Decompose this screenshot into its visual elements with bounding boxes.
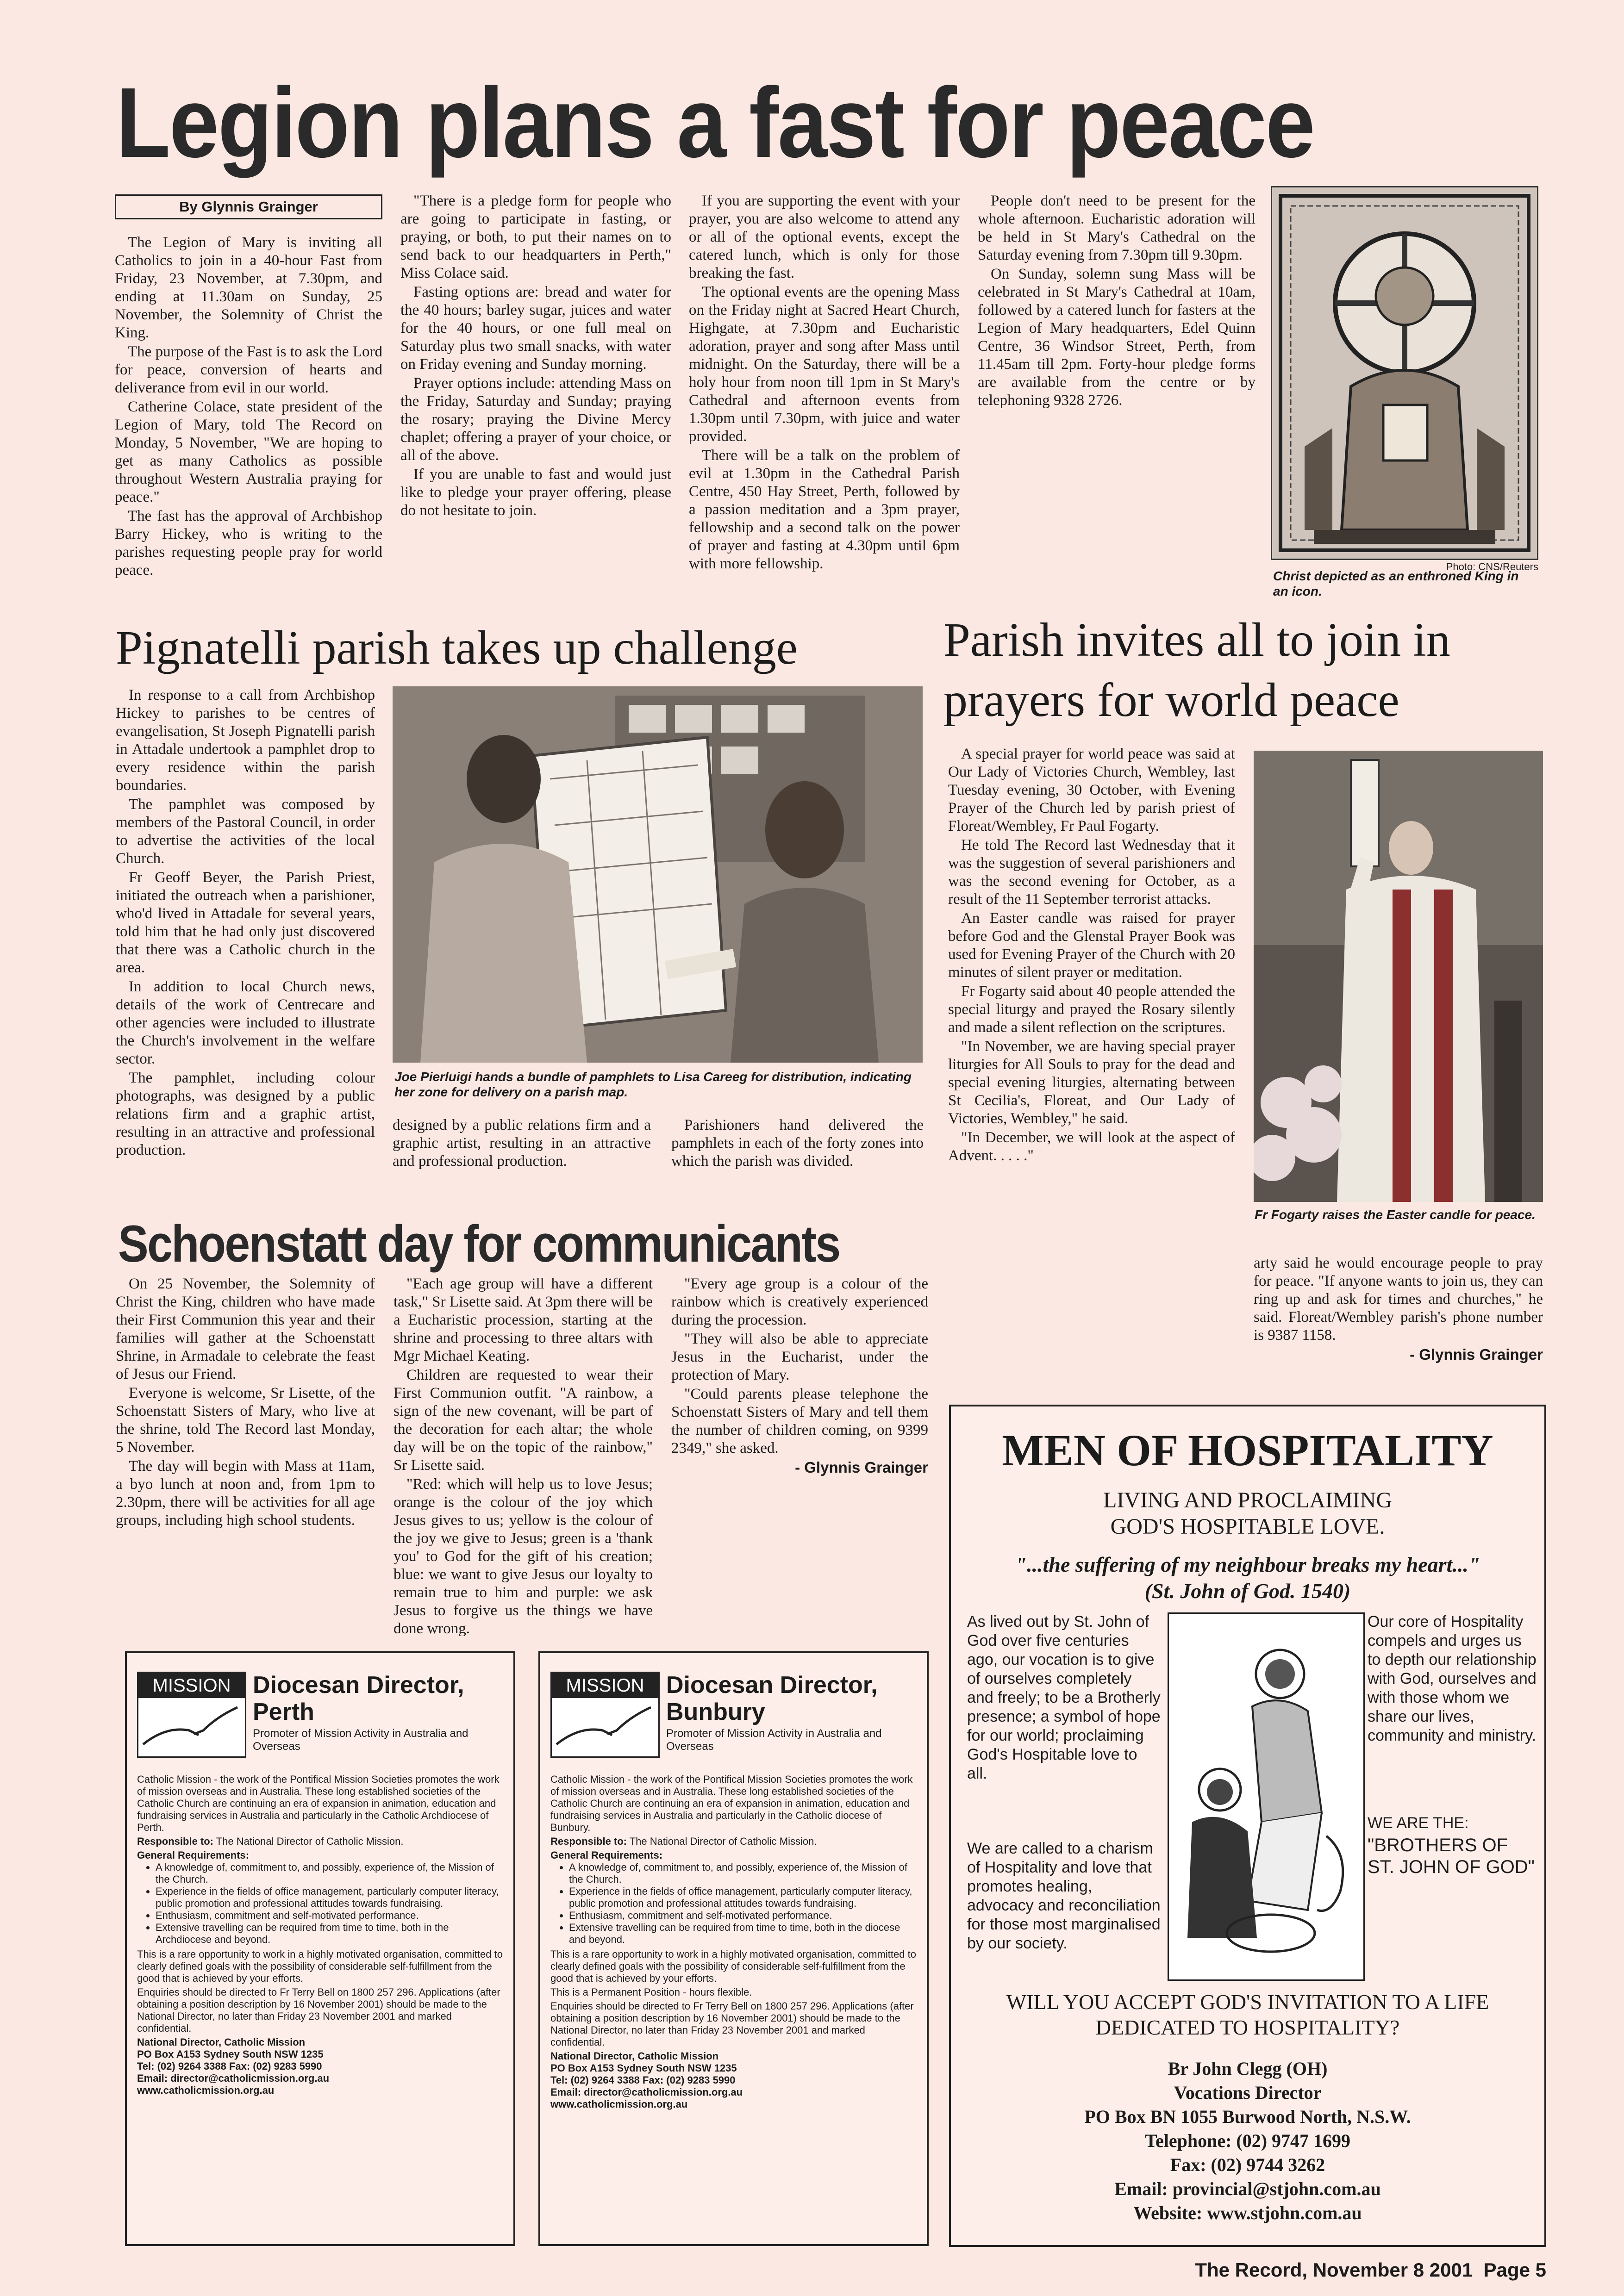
paragraph: designed by a public relations firm and a graphic artist, resulting in an attractive and professional production. xyxy=(393,1117,651,1170)
ad-extra: This is a Permanent Position - hours flexible. xyxy=(550,1986,752,1998)
hospitality-illustration xyxy=(1168,1612,1365,1981)
contact-email: Email: provincial@stjohn.com.au xyxy=(1114,2178,1381,2199)
legion-photo-caption: Christ depicted as an enthroned King in an icon. xyxy=(1273,569,1519,598)
paragraph: "Each age group will have a different task," Sr Lisette said. At 3pm there will be a Eucharistic procession, starting at the shrine and processing to three altars with Mgr Michael Keating. xyxy=(394,1276,653,1364)
we-are-label: WE ARE THE: xyxy=(1368,1814,1469,1832)
pignatelli-headline: Pignatelli parish takes up challenge xyxy=(116,621,798,674)
main-headline: Legion plans a fast for peace xyxy=(116,67,1314,178)
ad-enquiries: Enquiries should be directed to Fr Terry Bell on 1800 257 296. Applications (after obtaining a position description by 16 November 2001) should be made to the National Director, no later than Friday 23 November 2001 and marked confidential. xyxy=(137,1986,500,2034)
paragraph: He told The Record last Wednesday that it was the suggestion of several parishioners and was the second evening for October, as a result of the 11 September terrorist attacks. xyxy=(948,837,1235,908)
page-footer xyxy=(1157,2259,1546,2282)
paragraph: Catherine Colace, state president of the Legion of Mary, told The Record on Monday, 5 November, "We are hoping to get as many Catholics as possible throughout Western Australia praying for peace." xyxy=(115,398,382,505)
ad-intro: Catholic Mission - the work of the Pontifical Mission Societies promotes the work of mission overseas and in Australia. These long established societies of the Catholic Church are continuing an era of expansion in animation, education and fundraising services in Australia and particularly in the Catholic Archdiocese of Perth. xyxy=(137,1773,500,1833)
parish-col-1 xyxy=(948,745,1235,1407)
hands-icon xyxy=(138,1698,242,1754)
paragraph: "In November, we are having special prayer liturgies for All Souls to pray for the dead and special evening liturgies, alternating between St Cecilia's, Floreat, and Our Lady of Victories, Wembley," he said. xyxy=(948,1038,1235,1127)
list-item: • Extensive travelling can be required from time to time, both in the diocese and beyond. xyxy=(569,1922,918,1946)
ad-opportunity: This is a rare opportunity to work in a highly motivated organisation, committed to clearly defined goals with the possibility of considerable self-fulfillment from the good that is achieved by your efforts. xyxy=(137,1948,503,1984)
parish-map-handover-photo xyxy=(393,686,923,1063)
ad-responsible: Responsible to: The National Director of Catholic Mission. xyxy=(137,1836,404,1847)
contact-fax: Fax: (02) 9744 3262 xyxy=(1170,2154,1325,2175)
hospitality-left-2: We are called to a charism of Hospitality and love that promotes healing, advocacy and reconciliation for those most marginalised by our society. xyxy=(967,1840,1161,1952)
hospitality-contact xyxy=(951,2057,1544,2225)
mission-logo xyxy=(137,1672,246,1758)
byline: By Glynnis Grainger xyxy=(179,199,318,215)
paragraph: Fr Geoff Beyer, the Parish Priest, initiated the outreach when a parishioner, who'd lived in Attadale for several years, told him that he had only just discovered that there was a Catholic church in the area. xyxy=(116,869,375,976)
signature: - Glynnis Grainger xyxy=(795,1459,928,1476)
pignatelli-photo xyxy=(393,686,923,1063)
mission-logo-text: MISSION xyxy=(138,1673,245,1698)
schoenstatt-col-3 xyxy=(671,1275,928,1636)
brothers-name: "BROTHERS OF ST. JOHN OF GOD" xyxy=(1368,1835,1535,1877)
photo-credit: Photo: CNS/Reuters xyxy=(1446,561,1538,572)
parish-headline-2: prayers for world peace xyxy=(943,673,1399,727)
contact-name: Br John Clegg (OH) xyxy=(1168,2058,1328,2079)
contact-telephone: Telephone: (02) 9747 1699 xyxy=(1144,2130,1351,2151)
ad-enquiries: Enquiries should be directed to Fr Terry Bell on 1800 257 296. Applications (after obtaining a position description by 16 November 2001) should be made to the National Director, no later than Friday 23 November 2001 and marked confidential. xyxy=(550,2000,914,2048)
byline-box xyxy=(115,194,382,219)
ad-requirements xyxy=(550,1861,918,1946)
ad-intro: Catholic Mission - the work of the Pontifical Mission Societies promotes the work of mission overseas and in Australia. These long established societies of the Catholic Church are continuing an era of expansion in animation, education and fundraising services in Australia and particularly in the Catholic diocese of Bunbury. xyxy=(550,1773,913,1833)
list-item: • A knowledge of, commitment to, and possibly, experience of, the Mission of the Church. xyxy=(569,1861,918,1885)
paragraph: A special prayer for world peace was said at Our Lady of Victories Church, Wembley, last Tuesday evening, 30 October, with Evening Prayer of the Church led by parish priest of Floreat/Wembley, Fr Paul Fogarty. xyxy=(948,746,1235,834)
paragraph: "Every age group is a colour of the rainbow which is creatively experienced during the procession. xyxy=(671,1276,928,1328)
hands-icon xyxy=(552,1698,656,1754)
schoenstatt-headline: Schoenstatt day for communicants xyxy=(118,1215,840,1273)
fogarty-photo xyxy=(1254,751,1543,1202)
paragraph: In addition to local Church news, details of the work of Centrecare and other agencies were included to illustrate the Church's involvement in the welfare sector. xyxy=(116,978,375,1067)
paragraph: "Red: which will help us to love Jesus; orange is the colour of the joy which Jesus gives to us; yellow is the colour of the joy we give to Jesus; green is a 'thank you' to God for the gift of his creation; blue: we want to give Jesus our loyalty to remain true to him and purple: we ask Jesus to forgive us the things we have done wrong. xyxy=(394,1476,653,1636)
paragraph: If you are supporting the event with your prayer, you are also welcome to attend any or all of the optional events, except the catered lunch, which is only for those breaking the fast. xyxy=(689,193,960,281)
page-number: Page 5 xyxy=(1483,2259,1546,2281)
paragraph: The purpose of the Fast is to ask the Lord for peace, conversion of hearts and deliverance from evil in our world. xyxy=(115,343,382,396)
mission-ad-bunbury xyxy=(538,1651,929,2246)
ad-subtitle: Promoter of Mission Activity in Australia and Overseas xyxy=(666,1727,882,1753)
paragraph: In response to a call from Archbishop Hickey to parishes to be centres of evangelisation, St Joseph Pignatelli parish in Attadale undertook a pamphlet drop to every residence within the parish boundaries. xyxy=(116,687,375,794)
saint-washing-feet-icon xyxy=(1169,1614,1361,1977)
hospitality-sub1: LIVING AND PROCLAIMING xyxy=(1103,1488,1392,1512)
legion-col-1 xyxy=(115,234,382,611)
mission-logo-text: MISSION xyxy=(552,1673,658,1698)
paragraph: On Sunday, solemn sung Mass will be celebrated in St Mary's Cathedral at 10am, followed by a catered lunch for fasters at the Legion of Mary headquarters, Edel Quinn Centre, 36 Windsor Street, Perth, from 11.45am till 2pm. Forty-hour pledge forms are available from the centre or by telephoning 9328 2726. xyxy=(978,266,1255,409)
paragraph: The optional events are the opening Mass on the Friday night at Sacred Heart Church, Highgate, at 7.30pm and Eucharistic adoration, prayer and song after Mass until midnight. On the Saturday, there will be a holy hour from noon till 1pm in St Mary's Cathedral and afternoon events from 1.30pm until 7.30pm, with juice and water provided. xyxy=(689,284,960,445)
paragraph: "Could parents please telephone the Schoenstatt Sisters of Mary and tell them the number of children coming, on 9399 2349," she asked. xyxy=(671,1386,928,1456)
list-item: • Experience in the fields of office management, particularly computer literacy, public promotion and professional attitudes towards fundraising. xyxy=(156,1885,505,1910)
schoenstatt-col-2 xyxy=(394,1275,653,1636)
paragraph: Parishioners hand delivered the pamphlets in each of the forty zones into which the parish was divided. xyxy=(671,1117,924,1170)
paragraph: People don't need to be present for the whole afternoon. Eucharistic adoration will be held in St Mary's Cathedral on the Saturday evening from 7.30pm till 9.30pm. xyxy=(978,193,1255,263)
contact-website: Website: www.stjohn.com.au xyxy=(1133,2203,1362,2223)
priest-raising-candle-photo xyxy=(1254,751,1543,1202)
paragraph: The pamphlet, including colour photographs, was designed by a public relations firm and a graphic artist, resulting in an attractive and professional production. xyxy=(116,1070,375,1158)
hospitality-quote: "...the suffering of my neighbour breaks my heart..." xyxy=(1015,1553,1480,1576)
ad-responsible: Responsible to: The National Director of Catholic Mission. xyxy=(550,1836,817,1847)
ad-requirements-label: General Requirements: xyxy=(137,1849,250,1861)
hospitality-left-1: As lived out by St. John of God over five centuries ago, our vocation is to give of ourselves completely and freely; to be a Brotherly presence; a symbol of hope for our world; proclaiming God's Hospitable love to all. xyxy=(967,1613,1161,1782)
paragraph: "In December, we will look at the aspect of Advent. . . . ." xyxy=(948,1129,1235,1164)
hospitality-ad xyxy=(949,1405,1546,2247)
paragraph: Children are requested to wear their First Communion outfit. "A rainbow, a sign of the new covenant, will be part of the decoration for each altar; the whole day will be on the topic of the rainbow," Sr Lisette said. xyxy=(394,1367,653,1474)
footer-paper: The Record, November 8 2001 xyxy=(1195,2259,1473,2281)
signature: - Glynnis Grainger xyxy=(1410,1346,1543,1363)
mission-ad-perth xyxy=(125,1651,515,2246)
paragraph: There will be a talk on the problem of evil at 1.30pm in the Cathedral Parish Centre, 450 Hay Street, Perth, followed by a passion meditation and a 3pm prayer, fellowship and a second talk on the power of prayer and fasting at 4.30pm until 6pm with more fellowship. xyxy=(689,447,960,572)
contact-role: Vocations Director xyxy=(1174,2082,1322,2103)
hospitality-right-1: Our core of Hospitality compels and urges us to depth our relationship with God, ourselves and with those whom we share our lives, community and ministry. xyxy=(1368,1613,1537,1744)
paragraph: Prayer options include: attending Mass on the Friday, Saturday and Sunday; praying the rosary; praying the Divine Mercy chaplet; offering a prayer of your choice, or all of the above. xyxy=(400,375,671,464)
ad-opportunity: This is a rare opportunity to work in a highly motivated organisation, committed to clearly defined goals with the possibility of considerable self-fulfillment from the good that is achieved by your efforts. xyxy=(550,1948,916,1984)
list-item: • Experience in the fields of office management, particularly computer literacy, public promotion and professional attitudes towards fundraising. xyxy=(569,1885,918,1910)
ad-title: Diocesan Director, Bunbury xyxy=(666,1672,878,1725)
paragraph: The pamphlet was composed by members of the Pastoral Council, in order to advertise the activities of the local Church. xyxy=(116,796,375,867)
christ-icon-photo xyxy=(1271,186,1538,560)
paragraph: An Easter candle was raised for prayer before God and the Glenstal Prayer Book was used for Evening Prayer of the Church with 20 minutes of silent prayer or meditation. xyxy=(948,910,1235,981)
contact-address: PO Box BN 1055 Burwood North, N.S.W. xyxy=(1084,2106,1411,2127)
legion-col-3 xyxy=(689,192,960,611)
invitation-2: DEDICATED TO HOSPITALITY? xyxy=(1095,2016,1400,2039)
paragraph: "There is a pledge form for people who are going to participate in fasting, or praying, or both, to put their names on to send back to our headquarters in Perth," Miss Colace said. xyxy=(400,193,671,281)
pignatelli-col-2 xyxy=(393,1116,651,1209)
paragraph: "They will also be able to appreciate Jesus in the Eucharist, under the protection of Mary. xyxy=(671,1331,928,1383)
pignatelli-photo-caption: Joe Pierluigi hands a bundle of pamphlets to Lisa Careeg for distribution, indicating her zone for delivery on a parish map. xyxy=(394,1070,912,1099)
hospitality-quote-source: (St. John of God. 1540) xyxy=(1144,1579,1351,1603)
hospitality-title: MEN OF HOSPITALITY xyxy=(1002,1425,1493,1475)
paragraph: Fr Fogarty said about 40 people attended the special liturgy and prayed the Rosary silently and made a silent reflection on the scriptures. xyxy=(948,983,1235,1036)
ad-contact: National Director, Catholic Mission PO Box A153 Sydney South NSW 1235 Tel: (02) 9264 3388 Fax: (02) 9283 5990 Email: director@catholicmission.org.au www.catholicmission.org.au xyxy=(137,2036,330,2096)
paragraph: arty said he would encourage people to pray for peace. "If anyone wants to join us, they can ring up and ask for times and churches," he said. Floreat/Wembley parish's phone number is 9387 1158. xyxy=(1254,1255,1543,1344)
pignatelli-col-1 xyxy=(116,686,375,1209)
paragraph: The Legion of Mary is inviting all Catholics to join in a 40-hour Fast from Friday, 23 November, at 7.30pm, and ending at 11.30am on Sunday, 25 November, the Solemnity of Christ the King. xyxy=(115,234,382,341)
fogarty-photo-caption: Fr Fogarty raises the Easter candle for peace. xyxy=(1255,1207,1536,1222)
ad-requirements-label: General Requirements: xyxy=(550,1849,663,1861)
paragraph: On 25 November, the Solemnity of Christ the King, children who have made their First Communion this year and their families will gather at the Schoenstatt Shrine, in Armadale to celebrate the feast of Jesus our Friend. xyxy=(116,1276,375,1382)
ad-requirements xyxy=(137,1861,505,1946)
legion-col-4 xyxy=(978,192,1255,611)
paragraph: Everyone is welcome, Sr Lisette, of the Schoenstatt Sisters of Mary, who live at the shrine, told The Record last Monday, 5 November. xyxy=(116,1385,375,1456)
mission-logo xyxy=(550,1672,660,1758)
paragraph: The day will begin with Mass at 11am, a byo lunch at noon and, from 1pm to 2.30pm, there will be activities for all age groups, including high school students. xyxy=(116,1458,375,1529)
paragraph: The fast has the approval of Archbishop Barry Hickey, who is writing to the parishes requesting people pray for world peace. xyxy=(115,508,382,579)
schoenstatt-col-1 xyxy=(116,1275,375,1636)
legion-col-2 xyxy=(400,192,671,611)
hospitality-sub2: GOD'S HOSPITABLE LOVE. xyxy=(1110,1514,1385,1539)
ad-subtitle: Promoter of Mission Activity in Australia and Overseas xyxy=(253,1727,468,1753)
paragraph: Fasting options are: bread and water for the 40 hours; barley sugar, juices and water for the 40 hours, or one full meal on Saturday plus two small snacks, with water on Friday evening and Sunday morning. xyxy=(400,284,671,373)
list-item: • Extensive travelling can be required from time to time, both in the Archdiocese and beyond. xyxy=(156,1922,505,1946)
parish-col-2 xyxy=(1254,1254,1543,1388)
invitation-1: WILL YOU ACCEPT GOD'S INVITATION TO A LIFE xyxy=(1006,1990,1489,2014)
list-item: • Enthusiasm, commitment and self-motivated performance. xyxy=(569,1910,918,1922)
pignatelli-col-3 xyxy=(671,1116,924,1209)
ad-title: Diocesan Director, Perth xyxy=(253,1672,464,1725)
enthroned-christ-icon xyxy=(1272,187,1537,559)
parish-headline-1: Parish invites all to join in xyxy=(943,613,1450,666)
list-item: • Enthusiasm, commitment and self-motivated performance. xyxy=(156,1910,505,1922)
list-item: • A knowledge of, commitment to, and possibly, experience of, the Mission of the Church. xyxy=(156,1861,505,1885)
paragraph: If you are unable to fast and would just like to pledge your prayer offering, please do not hesitate to join. xyxy=(400,466,671,519)
ad-contact: National Director, Catholic Mission PO Box A153 Sydney South NSW 1235 Tel: (02) 9264 3388 Fax: (02) 9283 5990 Email: director@catholicmission.org.au www.catholicmission.org.au xyxy=(550,2050,743,2110)
